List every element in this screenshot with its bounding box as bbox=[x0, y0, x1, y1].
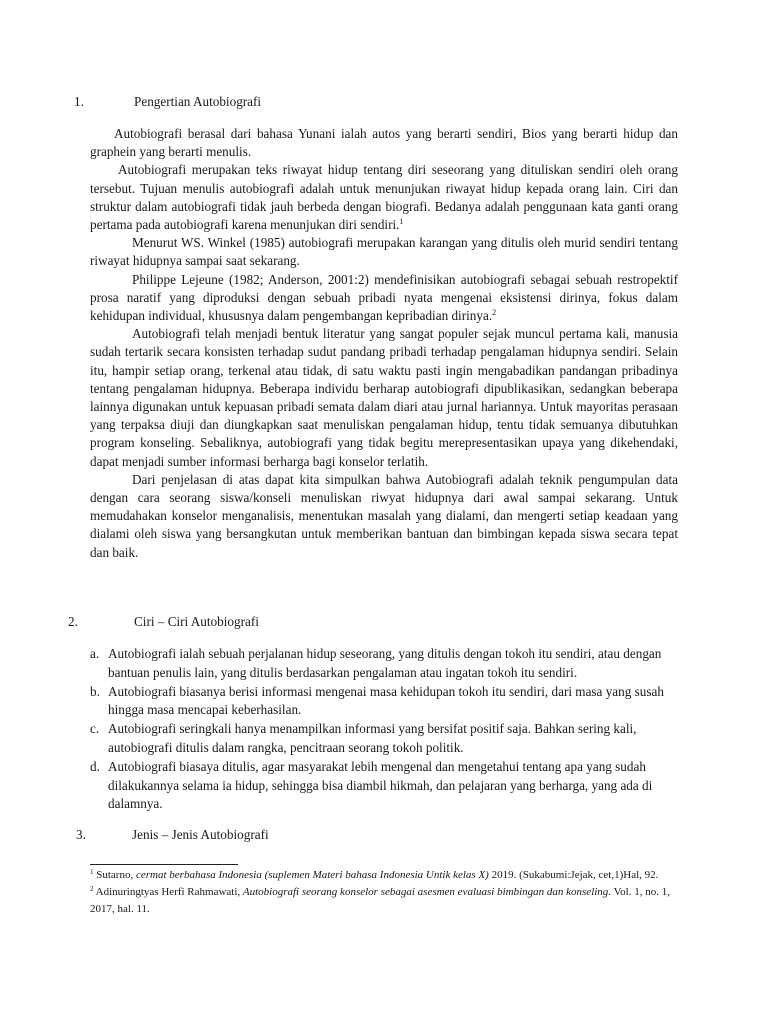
list-item: b. Autobiografi biasanya berisi informasi mengenai masa kehidupan tokoh itu sendiri, dari masa yang susah hingga masa mencapai keberhasilan. bbox=[90, 683, 664, 718]
paragraph: Autobiografi telah menjadi bentuk literatur yang sangat populer sejak muncul pertama kali, manusia sudah tertarik secara konsisten terhadap sudut pandang pribadi terhadap pengalaman hidupnya sendiri. Selain itu, hampir setiap orang, terkenal atau tidak, di satu waktu pasti ingin mengabadikan pandangan pribadinya tentang pengalaman hidupnya. Beberapa individu berharap autobiografi dipublikasikan, sedangkan beberapa lainnya digunakan untuk kepuasan pribadi semata dalam diari atau jurnal hariannya. Untuk mayoritas perasaan yang terpaksa diuji dan diungkapkan saat menuliskan pengalaman hidup, tentu tidak semuanya dibutuhkan program konseling. Sebaliknya, autobiografi yang tidak begitu merepresentasikan upaya yang dikehendaki, dapat menjadi sumber informasi berharga bagi konselor terlatih. bbox=[90, 326, 678, 469]
list-marker: a. bbox=[90, 646, 100, 661]
section-title: Pengertian Autobiografi bbox=[134, 94, 262, 109]
footnote: $^2$ Adinuringtyas Herfi Rahmawati, Autobiografi seorang konselor sebagai asesmen evaluasi bimbingan dan konseling. Vol. 1, no. 1, 2017, hal. 11. bbox=[90, 885, 670, 915]
footnote-ref: 2 bbox=[492, 308, 497, 318]
section-number: 2. bbox=[68, 614, 78, 629]
paragraph: Dari penjelasan di atas dapat kita simpulkan bahwa Autobiografi adalah teknik pengumpulan data dengan cara seorang siswa/konseli menuliskan riwyat hidupnya dari awal sampai sekarang. Untuk memudahakan konselor menganalisis, menentukan masalah yang dialami, dan mengerti setiap keadaan yang dialami oleh siswa yang bersangkutan untuk memberikan bantuan dan bimbingan kepada siswa secara tepat dan baik. bbox=[90, 471, 678, 560]
paragraph: Autobiografi merupakan teks riwayat hidup tentang diri seseorang yang dituliskan sendiri oleh orang tersebut. Tujuan menulis autobiografi adalah untuk menunjukan riwayat hidup kepada orang lain. Ciri dan struktur dalam autobiografi tidak jauh berbeda dengan biografi. Bedanya adalah penggunaan kata ganti orang pertama pada autobiografi karena menunjukan diri sendiri.$^1$ bbox=[90, 162, 678, 233]
list-item: a. Autobiografi ialah sebuah perjalanan hidup seseorang, yang ditulis dengan tokoh itu sendiri, atau dengan bantuan penulis lain, yang ditulis berdasarkan pengalaman atau ingatan tokoh itu sendiri. bbox=[90, 646, 662, 680]
list-item: d. Autobiografi biasaya ditulis, agar masyarakat lebih mengenal dan mengetahui tentang apa yang sudah dilakukannya selama ia hidup, sehingga bisa diambil hikmah, dan pelajaran yang berharga, yang ada di dalamnya. bbox=[90, 758, 653, 812]
paragraph: Autobiografi berasal dari bahasa Yunani ialah autos yang berarti sendiri, Bios yang berarti hidup dan graphein yang berarti menulis. bbox=[90, 126, 678, 160]
section-title: Ciri – Ciri Autobiografi bbox=[134, 614, 259, 629]
section-heading-2 bbox=[68, 613, 468, 631]
section-1-body bbox=[90, 125, 678, 562]
section-heading-3 bbox=[76, 826, 476, 844]
paragraph: Menurut WS. Winkel (1985) autobiografi merupakan karangan yang ditulis oleh murid sendiri tentang riwayat hidupnya sampai saat sekarang. bbox=[90, 235, 678, 269]
section-number: 1. bbox=[74, 94, 84, 109]
characteristics-list bbox=[90, 645, 678, 814]
section-heading-1 bbox=[74, 93, 474, 111]
footnote-separator bbox=[90, 864, 238, 865]
list-marker: b. bbox=[90, 683, 100, 699]
paragraph: Philippe Lejeune (1982; Anderson, 2001:2) mendefinisikan autobiografi sebagai sebuah restropektif prosa naratif yang diproduksi dengan sebuah pribadi nyata mengenai eksistensi dirinya, fokus dalam kehidupan individual, khususnya dalam pengembangan kepribadian dirinya.$^2$ bbox=[90, 271, 678, 324]
list-item: c. Autobiografi seringkali hanya menampilkan informasi yang bersifat positif saja. Bahkan sering kali, autobiografi ditulis dalam rangka, pencitraan seorang tokoh politik. bbox=[90, 721, 637, 755]
section-title: Jenis – Jenis Autobiografi bbox=[132, 827, 269, 842]
footnote-ref: 1 bbox=[399, 217, 404, 227]
section-number: 3. bbox=[76, 827, 86, 842]
footnote: $^1$ Sutarno, cermat berbahasa Indonesia (suplemen Materi bahasa Indonesia Untik kelas X) 2019. (Sukabumi:Jejak, cet,1)Hal, 92. bbox=[90, 868, 659, 881]
list-marker: c. bbox=[90, 721, 100, 737]
list-marker: d. bbox=[90, 758, 100, 774]
footnotes bbox=[90, 867, 678, 918]
